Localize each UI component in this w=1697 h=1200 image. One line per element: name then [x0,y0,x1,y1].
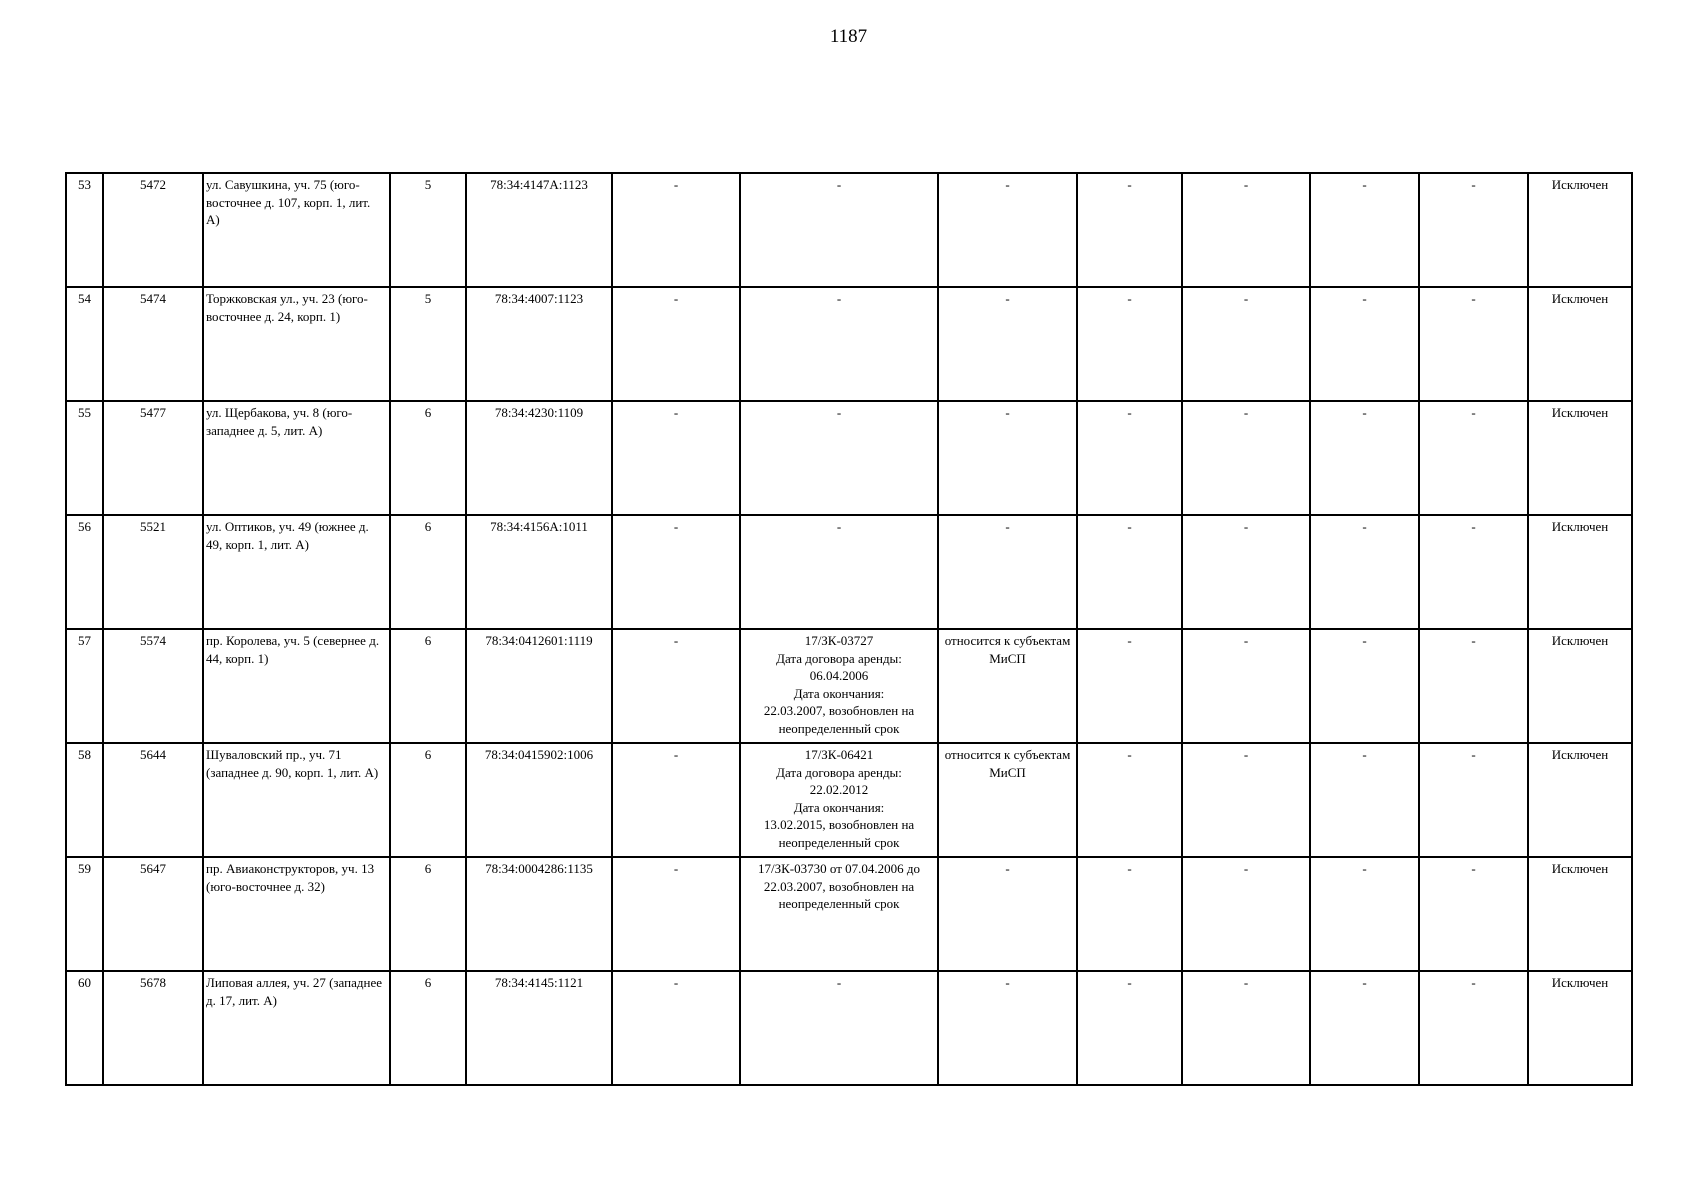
column-11-cell: - [1310,401,1419,515]
object-id-cell: 5472 [103,173,203,287]
lease-contract-cell-line: неопределенный срок [778,896,900,911]
cadastral-number-cell: 78:34:4145:1121 [466,971,612,1085]
column-12-cell: - [1419,857,1528,971]
column-9-cell: - [1077,287,1182,401]
row-number-cell: 55 [66,401,103,515]
lease-contract-cell [740,173,938,287]
zone-cell: 5 [390,287,466,401]
lease-contract-cell-line: 22.02.2012 [809,782,869,797]
column-9-cell: - [1077,515,1182,629]
page-number: 1187 [829,26,868,47]
row-number-cell: 57 [66,629,103,743]
category-cell-line: - [1005,177,1010,192]
object-id-cell: 5477 [103,401,203,515]
object-id-cell: 5644 [103,743,203,857]
column-10-cell: - [1182,629,1310,743]
column-11-cell: - [1310,743,1419,857]
row-number-cell: 56 [66,515,103,629]
zone-cell: 6 [390,857,466,971]
category-cell [938,287,1077,401]
column-6-cell: - [612,173,740,287]
cadastral-number-cell: 78:34:4147А:1123 [466,173,612,287]
column-10-cell: - [1182,515,1310,629]
zone-cell: 6 [390,401,466,515]
lease-contract-cell [740,743,938,857]
column-11-cell: - [1310,173,1419,287]
lease-contract-cell-line: 17/ЗК-03730 от 07.04.2006 до [758,861,920,876]
column-11-cell: - [1310,971,1419,1085]
lease-contract-cell [740,401,938,515]
category-cell [938,743,1077,857]
column-6-cell: - [612,515,740,629]
address-cell: Шуваловский пр., уч. 71 (западнее д. 90, корп. 1, лит. А) [203,743,390,857]
table-row [66,401,1632,515]
lease-contract-cell-line: 17/ЗК-06421 [804,747,874,762]
column-9-cell: - [1077,173,1182,287]
column-9-cell: - [1077,401,1182,515]
column-6-cell: - [612,857,740,971]
category-cell-line: относится к субъектам [944,747,1071,762]
category-cell-line: - [1005,405,1010,420]
column-9-cell: - [1077,743,1182,857]
column-10-cell: - [1182,971,1310,1085]
column-10-cell: - [1182,287,1310,401]
column-10-cell: - [1182,401,1310,515]
row-number-cell: 58 [66,743,103,857]
table-row [66,515,1632,629]
column-9-cell: - [1077,857,1182,971]
lease-contract-cell-line: 22.03.2007, возобновлен на [763,878,915,894]
address-cell: пр. Королева, уч. 5 (севернее д. 44, корп. 1) [203,629,390,743]
zone-cell: 5 [390,173,466,287]
address-cell: ул. Оптиков, уч. 49 (южнее д. 49, корп. 1, лит. А) [203,515,390,629]
column-12-cell: - [1419,287,1528,401]
zone-cell: 6 [390,971,466,1085]
cadastral-number-cell: 78:34:0004286:1135 [466,857,612,971]
column-9-cell: - [1077,629,1182,743]
object-id-cell: 5574 [103,629,203,743]
status-cell: Исключен [1528,629,1632,743]
table-row [66,629,1632,743]
lease-contract-cell-line: - [836,519,842,534]
cadastral-number-cell: 78:34:0412601:1119 [466,629,612,743]
row-number-cell: 60 [66,971,103,1085]
object-id-cell: 5647 [103,857,203,971]
lease-contract-cell-line: неопределенный срок [778,720,900,736]
table-row [66,287,1632,401]
lease-contract-cell-line: Дата договора аренды: [776,764,902,780]
cadastral-number-cell: 78:34:4007:1123 [466,287,612,401]
status-cell: Исключен [1528,971,1632,1085]
category-cell-line: - [1005,519,1010,534]
object-id-cell: 5678 [103,971,203,1085]
table-body [66,173,1632,1085]
lease-contract-cell-line: неопределенный срок [778,834,900,850]
category-cell [938,173,1077,287]
address-cell: Торжковская ул., уч. 23 (юго-восточнее д. 24, корп. 1) [203,287,390,401]
lease-contract-cell-line: - [836,405,842,420]
cadastral-number-cell: 78:34:4156А:1011 [466,515,612,629]
status-cell: Исключен [1528,857,1632,971]
column-6-cell: - [612,287,740,401]
row-number-cell: 54 [66,287,103,401]
category-cell-line: МиСП [989,764,1026,780]
column-10-cell: - [1182,857,1310,971]
lease-contract-cell-line: 22.03.2007, возобновлен на [763,703,915,718]
lease-contract-cell-line: 17/ЗК-03727 [804,633,874,648]
column-12-cell: - [1419,401,1528,515]
lease-contract-cell-line: - [836,291,842,306]
address-cell: ул. Савушкина, уч. 75 (юго-восточнее д. 107, корп. 1, лит. А) [203,173,390,287]
lease-contract-cell-line: - [836,177,842,192]
column-6-cell: - [612,743,740,857]
lease-contract-cell [740,971,938,1085]
category-cell [938,629,1077,743]
table-row [66,173,1632,287]
lease-contract-cell [740,515,938,629]
land-plot-registry-table [65,172,1633,1086]
zone-cell: 6 [390,515,466,629]
cadastral-number-cell: 78:34:0415902:1006 [466,743,612,857]
table-row [66,971,1632,1085]
status-cell: Исключен [1528,515,1632,629]
status-cell: Исключен [1528,401,1632,515]
address-cell: Липовая аллея, уч. 27 (западнее д. 17, лит. А) [203,971,390,1085]
lease-contract-cell [740,287,938,401]
column-10-cell: - [1182,173,1310,287]
column-11-cell: - [1310,287,1419,401]
category-cell-line: - [1005,975,1010,990]
category-cell-line: относится к субъектам [944,633,1071,648]
zone-cell: 6 [390,629,466,743]
column-11-cell: - [1310,857,1419,971]
lease-contract-cell-line: 06.04.2006 [809,668,869,683]
lease-contract-cell-line: Дата окончания: [793,685,885,701]
lease-contract-cell [740,857,938,971]
lease-contract-cell [740,629,938,743]
column-6-cell: - [612,629,740,743]
object-id-cell: 5521 [103,515,203,629]
zone-cell: 6 [390,743,466,857]
column-11-cell: - [1310,629,1419,743]
category-cell [938,515,1077,629]
address-cell: пр. Авиаконструкторов, уч. 13 (юго-восточнее д. 32) [203,857,390,971]
column-12-cell: - [1419,743,1528,857]
object-id-cell: 5474 [103,287,203,401]
column-12-cell: - [1419,515,1528,629]
category-cell-line: - [1005,291,1010,306]
category-cell [938,857,1077,971]
column-12-cell: - [1419,971,1528,1085]
column-9-cell: - [1077,971,1182,1085]
column-12-cell: - [1419,629,1528,743]
row-number-cell: 53 [66,173,103,287]
lease-contract-cell-line: Дата договора аренды: [776,650,902,666]
lease-contract-cell-line: Дата окончания: [793,799,885,815]
table-row [66,857,1632,971]
column-6-cell: - [612,971,740,1085]
column-11-cell: - [1310,515,1419,629]
lease-contract-cell-line: 13.02.2015, возобновлен на [763,817,915,832]
category-cell-line: - [1005,861,1010,876]
column-6-cell: - [612,401,740,515]
cadastral-number-cell: 78:34:4230:1109 [466,401,612,515]
row-number-cell: 59 [66,857,103,971]
status-cell: Исключен [1528,287,1632,401]
table-row [66,743,1632,857]
status-cell: Исключен [1528,743,1632,857]
category-cell-line: МиСП [989,650,1026,666]
column-10-cell: - [1182,743,1310,857]
category-cell [938,971,1077,1085]
column-12-cell: - [1419,173,1528,287]
category-cell [938,401,1077,515]
address-cell: ул. Щербакова, уч. 8 (юго-западнее д. 5, лит. А) [203,401,390,515]
lease-contract-cell-line: - [836,975,842,990]
status-cell: Исключен [1528,173,1632,287]
